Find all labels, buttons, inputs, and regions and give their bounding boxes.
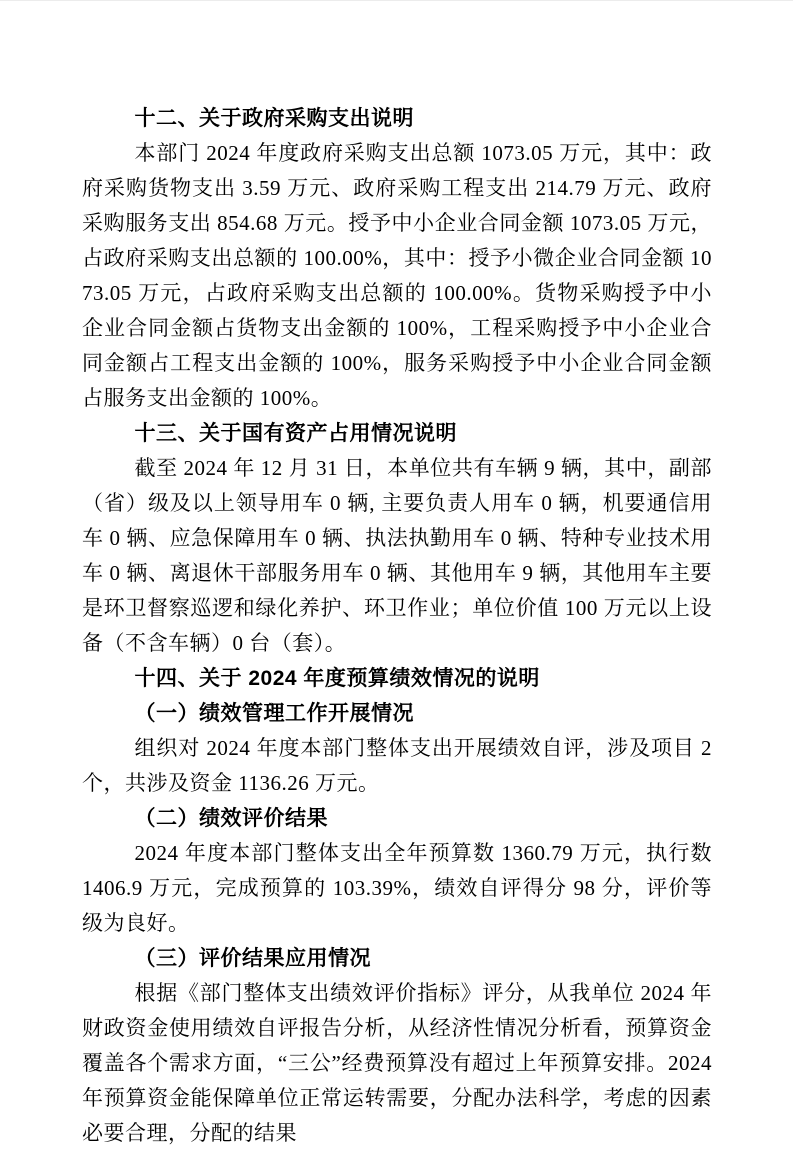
section-13-heading: 十三、关于国有资产占用情况说明 (134, 422, 457, 445)
section-13-state-assets-paragraph: 截至 2024 年 12 月 31 日，本单位共有车辆 9 辆，其中，副部（省）级及以上领导用车 0 辆, 主要负责人用车 0 辆，机要通信用车 0 辆、应急保障用车 0 辆、执法执勤用车 0 辆、特种专业技术用车 0 辆、离退休干部服务用车 0 辆、其他用车 9 辆，其他用车主要是环卫督察巡逻和绿化养护、环卫作业；单位价值 100 万元以上设备（不含车辆）0 台（套）。 (82, 456, 712, 655)
section-14-sub-1-paragraph: 组织对 2024 年度本部门整体支出开展绩效自评，涉及项目 2 个，共涉及资金 1136.26 万元。 (82, 736, 712, 795)
section-12-heading: 十二、关于政府采购支出说明 (134, 107, 414, 130)
section-14-sub-3-heading: （三）评价结果应用情况 (134, 947, 371, 970)
section-14-sub-2-paragraph: 2024 年度本部门整体支出全年预算数 1360.79 万元，执行数 1406.9 万元，完成预算的 103.39%，绩效自评得分 98 分，评价等级为良好。 (82, 841, 712, 935)
section-14-sub-3-paragraph: 根据《部门整体支出绩效评价指标》评分，从我单位 2024 年财政资金使用绩效自评报告分析，从经济性情况分析看，预算资金覆盖各个需求方面，“三公”经费预算没有超过上年预算安排。2024 年预算资金能保障单位正常运转需要，分配办法科学，考虑的因素必要合理，分配的结果 (82, 981, 712, 1145)
document-content (82, 101, 712, 1151)
section-12-government-procurement-paragraph: 本部门 2024 年度政府采购支出总额 1073.05 万元，其中：政府采购货物支出 3.59 万元、政府采购工程支出 214.79 万元、政府采购服务支出 854.68 万元。授予中小企业合同金额 1073.05 万元，占政府采购支出总额的 100.00%，其中：授予小微企业合同金额 1073.05 万元，占政府采购支出总额的 100.00%。货物采购授予中小企业合同金额占货物支出金额的 100%，工程采购授予中小企业合同金额占工程支出金额的 100%，服务采购授予中小企业合同金额占服务支出金额的 100%。 (82, 141, 712, 410)
section-14-heading: 十四、关于 2024 年度预算绩效情况的说明 (134, 667, 540, 690)
section-14-sub-2-heading: （二）绩效评价结果 (134, 807, 328, 830)
section-14-sub-1-heading: （一）绩效管理工作开展情况 (134, 702, 414, 725)
